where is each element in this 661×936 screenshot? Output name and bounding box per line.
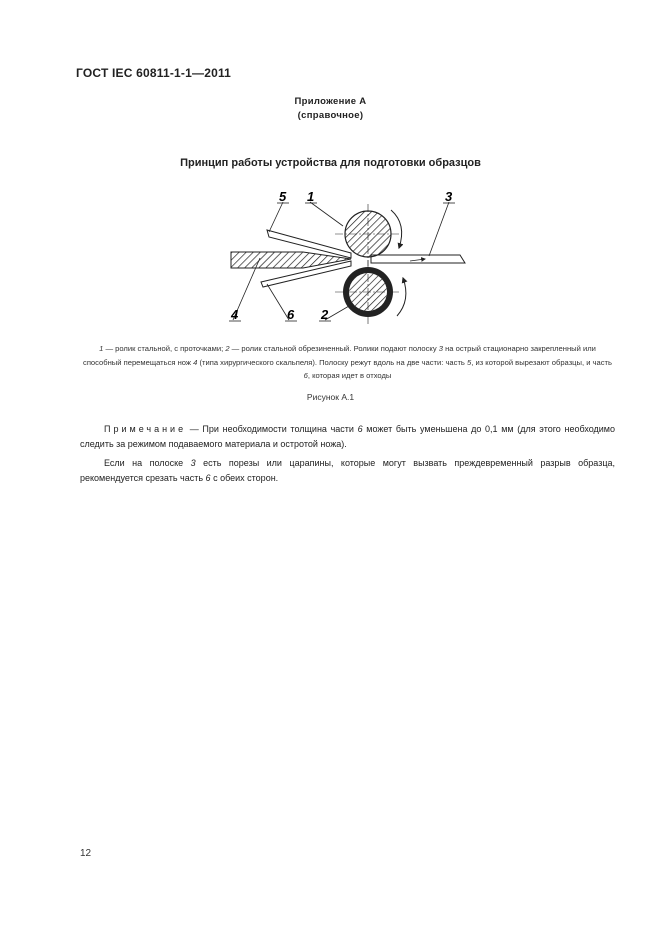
label-2: 2 — [321, 307, 329, 322]
label-4: 4 — [231, 307, 239, 322]
label-5: 5 — [279, 189, 287, 204]
appendix-subtitle: (справочное) — [297, 110, 364, 121]
body-paragraph: Если на полоске 3 есть порезы или царапины, которые могут вызвать преждевременный разрыв образца, рекомендуется срезать часть 6 с обеих сторон. — [80, 458, 615, 483]
figure-caption: 1 — ролик стальной, с проточками; 2 — ролик стальной обрезиненный. Ролики подают полоску 3 на острый стационарно закрепленный или способный перемещаться нож 4 (типа хирургического скальпеля). Полоску режут вдоль на две части: часть 5, из которой вырезают образцы, и часть 6, которая идет в отходы — [83, 344, 612, 380]
page-number: 12 — [80, 848, 92, 859]
figure-label: Рисунок А.1 — [306, 392, 355, 402]
label-3: 3 — [445, 189, 453, 204]
label-6: 6 — [287, 307, 295, 322]
figure-title: Принцип работы устройства для подготовки образцов — [180, 157, 481, 169]
note-lead: Примечание — [104, 424, 187, 434]
roller-2 — [335, 260, 401, 324]
document-header: ГОСТ IEC 60811-1-1—2011 — [76, 66, 232, 80]
note-paragraph: Примечание — При необходимости толщина части 6 может быть уменьшена до 0,1 мм (для этого необходимо следить за режимом подаваемого материала и остротой ножа). — [80, 424, 616, 449]
strip-3 — [371, 255, 465, 263]
label-1: 1 — [307, 189, 315, 204]
appendix-title: Приложение А — [294, 96, 367, 107]
device-diagram — [225, 188, 471, 330]
